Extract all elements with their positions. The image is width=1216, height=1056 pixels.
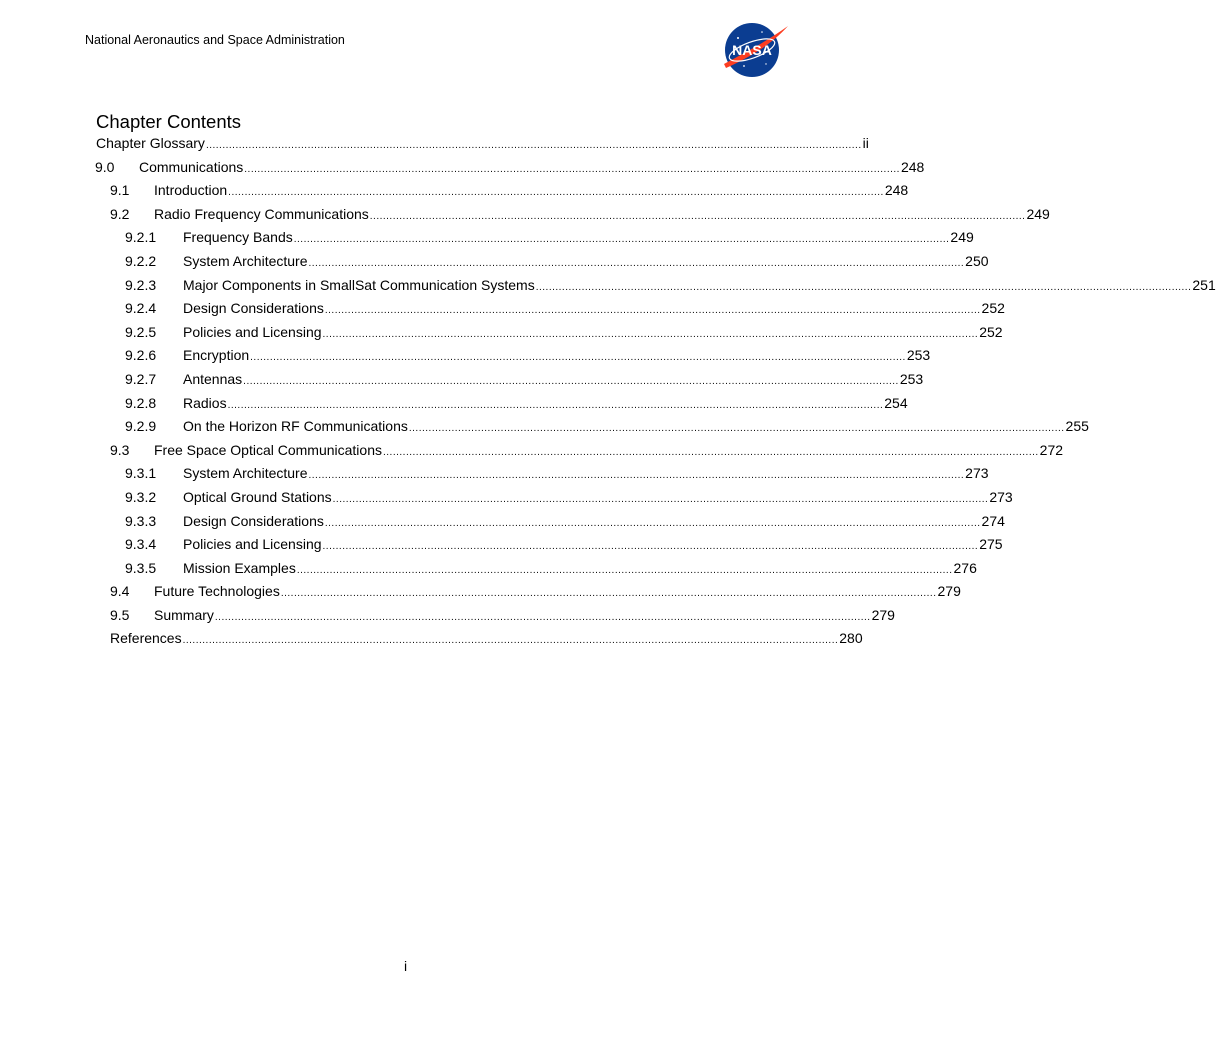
toc-dot-leader: ........................................................................................................................................................................................................ (324, 517, 981, 529)
toc-entry-number: 9.2.1 (125, 229, 157, 246)
toc-dot-leader: ........................................................................................................................................................................................................ (250, 352, 906, 364)
toc-dot-leader: ........................................................................................................................................................................................................ (308, 257, 965, 269)
toc-dot-leader: ........................................................................................................................................................................................................ (383, 446, 1039, 458)
toc-entry[interactable] (0, 276, 1216, 301)
toc-entry-page: 273 (965, 465, 989, 482)
toc-entry[interactable] (0, 559, 977, 584)
toc-dot-leader: ........................................................................................................................................................................................................ (182, 635, 839, 647)
toc-entry-label: Design Considerations (183, 512, 324, 529)
toc-entry-page: 253 (899, 370, 924, 387)
toc-entry-label: System Architecture (183, 252, 308, 269)
toc-entry-number: 9.3.1 (125, 465, 157, 482)
toc-dot-leader: ........................................................................................................................................................................................................ (296, 564, 953, 576)
nasa-logo-icon (718, 20, 790, 80)
toc-entry[interactable] (0, 182, 909, 206)
toc-entry-number: 9.3.2 (125, 488, 157, 505)
toc-entry-page: 251 (1192, 276, 1216, 293)
toc-entry-label: Communications (139, 158, 244, 175)
toc-entry-page: 252 (979, 323, 1003, 340)
page-number: i (404, 958, 408, 974)
toc-entry-number: 9.2.9 (125, 418, 157, 435)
toc-entry-label: Antennas (183, 370, 243, 387)
svg-text:NASA: NASA (732, 42, 772, 58)
toc-entry[interactable] (0, 630, 863, 654)
toc-entry-label: Mission Examples (183, 559, 296, 576)
toc-entry-label: Encryption (183, 347, 250, 364)
toc-dot-leader: ........................................................................................................................................................................................................ (322, 541, 979, 553)
toc-entry-page: 254 (884, 394, 908, 411)
toc-entry[interactable] (0, 205, 1050, 230)
toc-entry-label: Policies and Licensing (183, 323, 322, 340)
toc-entry-page: 249 (1026, 205, 1050, 222)
toc-entry[interactable] (0, 252, 989, 277)
toc-entry-number: 9.3.5 (125, 559, 157, 576)
toc-entry-page: 249 (950, 229, 974, 246)
toc-entry-page: 248 (884, 182, 909, 199)
table-of-contents (0, 135, 1216, 654)
toc-entry-page: 275 (979, 536, 1003, 553)
toc-entry[interactable] (0, 536, 1003, 560)
toc-entry-label: On the Horizon RF Communications (183, 418, 408, 435)
toc-entry[interactable] (0, 488, 1013, 513)
toc-entry-number: 9.3.3 (125, 512, 157, 529)
toc-entry-number: 9.2.2 (125, 252, 157, 269)
toc-entry[interactable] (0, 394, 908, 419)
toc-entry-number: 9.4 (110, 583, 130, 600)
toc-entry-page: 276 (953, 559, 977, 576)
toc-dot-leader: ........................................................................................................................................................................................................ (332, 493, 989, 505)
toc-dot-leader: ........................................................................................................................................................................................................ (228, 187, 884, 199)
toc-dot-leader: ........................................................................................................................................................................................................ (205, 140, 862, 151)
toc-entry-label: System Architecture (183, 465, 308, 482)
toc-dot-leader: ........................................................................................................................................................................................................ (408, 423, 1065, 435)
toc-entry-number: 9.3 (110, 441, 130, 458)
toc-entry[interactable] (0, 370, 924, 395)
toc-dot-leader: ........................................................................................................................................................................................................ (535, 281, 1192, 293)
toc-entry[interactable] (0, 583, 961, 607)
toc-entry[interactable] (0, 606, 895, 631)
toc-entry-label: References (110, 630, 182, 647)
toc-entry-label: Policies and Licensing (183, 536, 322, 553)
toc-entry[interactable] (0, 135, 869, 159)
toc-entry[interactable] (0, 512, 1005, 537)
toc-entry-page: 279 (871, 606, 895, 623)
toc-entry-label: Free Space Optical Communications (154, 441, 382, 458)
toc-dot-leader: ........................................................................................................................................................................................................ (322, 328, 979, 340)
toc-dot-leader: ........................................................................................................................................................................................................ (293, 234, 950, 246)
toc-entry-page: 253 (906, 347, 931, 364)
toc-entry[interactable] (0, 323, 1003, 348)
toc-entry-page: 248 (900, 158, 925, 175)
toc-entry-page: 250 (965, 252, 989, 269)
toc-entry-label: Future Technologies (154, 583, 280, 600)
toc-entry-number: 9.0 (95, 158, 115, 175)
toc-entry-label: Frequency Bands (183, 229, 293, 246)
toc-entry-number: 9.5 (110, 606, 130, 623)
toc-entry-number: 9.2.5 (125, 323, 157, 340)
toc-dot-leader: ........................................................................................................................................................................................................ (308, 470, 965, 482)
toc-entry-label: Radios (183, 394, 227, 411)
toc-entry-label: Optical Ground Stations (183, 488, 332, 505)
toc-dot-leader: ........................................................................................................................................................................................................ (214, 611, 871, 623)
toc-entry-label: Introduction (154, 182, 228, 199)
page-title: Chapter Contents (96, 111, 242, 132)
toc-entry-page: 255 (1065, 418, 1089, 435)
toc-entry-label: Chapter Glossary (96, 135, 205, 151)
toc-dot-leader: ........................................................................................................................................................................................................ (369, 210, 1026, 222)
toc-entry-number: 9.2.3 (125, 276, 157, 293)
toc-dot-leader: ........................................................................................................................................................................................................ (280, 588, 937, 600)
toc-entry-label: Radio Frequency Communications (154, 205, 369, 222)
toc-entry-page: 274 (981, 512, 1005, 529)
toc-entry[interactable] (0, 418, 1089, 442)
toc-entry-number: 9.1 (110, 182, 130, 199)
toc-entry[interactable] (0, 300, 1005, 324)
toc-dot-leader: ........................................................................................................................................................................................................ (324, 305, 981, 317)
toc-dot-leader: ........................................................................................................................................................................................................ (243, 375, 899, 387)
toc-entry-number: 9.3.4 (125, 536, 157, 553)
toc-entry-label: Major Components in SmallSat Communication Systems (183, 276, 535, 293)
toc-entry-page: ii (862, 135, 869, 151)
toc-entry[interactable] (0, 465, 989, 489)
toc-entry-page: 280 (839, 630, 863, 647)
toc-dot-leader: ........................................................................................................................................................................................................ (244, 163, 900, 175)
toc-entry-number: 9.2.6 (125, 347, 157, 364)
toc-entry[interactable] (0, 229, 974, 253)
toc-entry-number: 9.2.8 (125, 394, 157, 411)
toc-entry-page: 252 (981, 300, 1005, 317)
toc-entry-number: 9.2.4 (125, 300, 157, 317)
toc-entry[interactable] (0, 347, 931, 371)
toc-entry[interactable] (0, 158, 925, 183)
toc-entry-label: Design Considerations (183, 300, 324, 317)
toc-entry-page: 273 (989, 488, 1013, 505)
toc-entry[interactable] (0, 441, 1064, 466)
toc-entry-number: 9.2.7 (125, 370, 157, 387)
toc-dot-leader: ........................................................................................................................................................................................................ (227, 399, 884, 411)
toc-entry-page: 272 (1039, 441, 1064, 458)
header-organization: National Aeronautics and Space Administration (85, 33, 345, 47)
toc-entry-page: 279 (937, 583, 961, 600)
toc-entry-number: 9.2 (110, 205, 130, 222)
toc-entry-label: Summary (154, 606, 214, 623)
